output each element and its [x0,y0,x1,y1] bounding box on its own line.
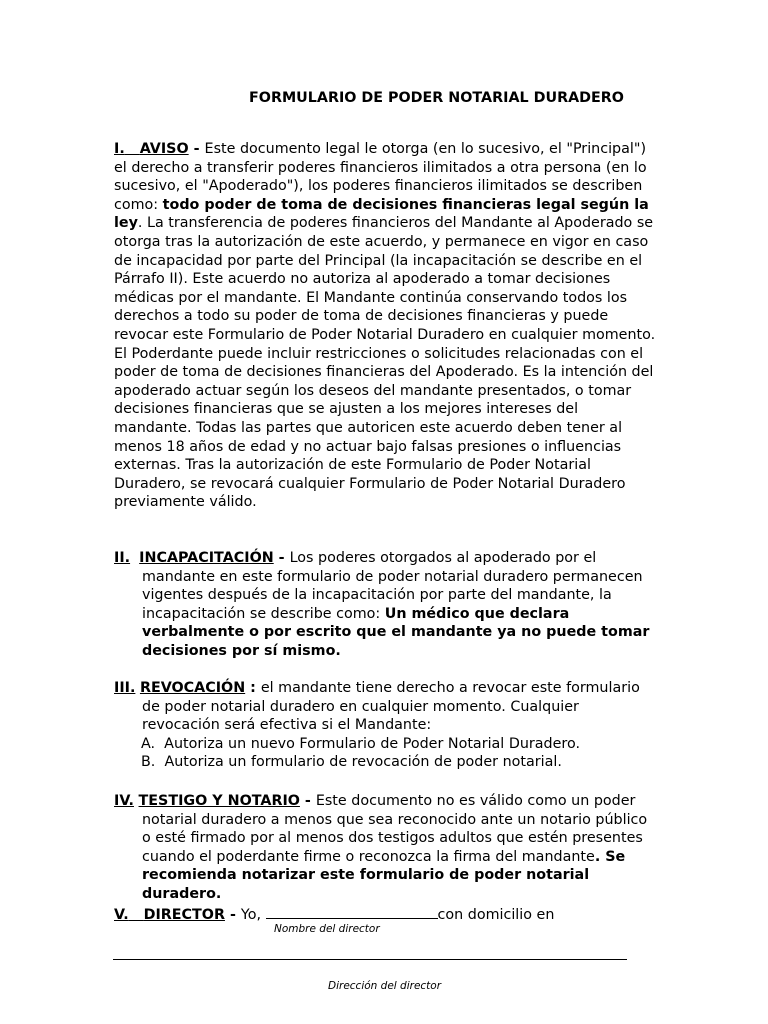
section-director-paragraph [114,904,659,925]
list-item [114,753,659,772]
section-testigo-paragraph [114,792,659,904]
section-incapacitacion [114,549,659,661]
section-director [114,904,659,925]
section-heading: TESTIGO Y NOTARIO [138,793,300,809]
list-item-text: Autoriza un formulario de revocación de poder notarial. [164,754,562,771]
section-bold-text: Un médico que declara verbalmente o por escrito que el mandante ya no puede tomar decisiones por sí mismo. [142,605,650,659]
revocation-list [114,735,659,772]
list-item-text: Autoriza un nuevo Formulario de Poder Notarial Duradero. [164,735,581,752]
section-revocacion [114,679,659,772]
section-number: III. [114,680,136,696]
director-address-caption: Dirección del director [328,980,442,992]
section-testigo-notario [114,792,659,904]
director-name-caption: Nombre del director [274,923,380,935]
section-number: V. DIRECTOR [114,907,225,923]
section-revocacion-paragraph [114,679,659,735]
section-aviso [114,140,659,512]
section-heading: AVISO [139,141,189,157]
section-number: I. [114,141,125,157]
section-text: . La transferencia de poderes financieros del Mandante al Apoderado se otorga tras la autorización de este acuerdo, y permanece en vigor en caso de incapacidad por parte del Principal (la incapacitación se describe en el Párrafo II). Este acuerdo no autoriza al apoderado a tomar decisiones médicas por el mandante. El Mandante continúa conservando todos los derechos a todo su poder de toma de decisiones financieras y puede revocar este Formulario de Poder Notarial Duradero en cualquier momento. El Poderdante puede incluir restricciones o solicitudes relacionadas con el poder de toma de decisiones financieras del Apoderado. Es la intención del apoderado actuar según los deseos del mandante presentados, o tomar decisiones financieras que se ajusten a los mejores intereses del mandante. Todas las partes que autoricen este acuerdo deben tener al menos 18 años de edad y no actuar bajo falsas presiones o influencias externas. Tras la autorización de este Formulario de Poder Notarial Duradero, se revocará cualquier Formulario de Poder Notarial Duradero previamente válido. [114,215,656,511]
section-aviso-paragraph [114,140,659,512]
director-address-field[interactable] [113,959,627,960]
section-number: IV. [114,793,134,809]
document-title: FORMULARIO DE PODER NOTARIAL DURADERO [249,90,624,106]
section-separator: - [273,550,290,566]
section-text: Yo, [240,907,266,923]
section-separator: - [299,793,316,809]
section-bold-text: todo poder de toma de decisiones financieras legal según la ley [114,196,649,232]
section-bold-text: . Se recomienda notarizar este formulario de poder notarial duradero. [142,848,626,902]
section-incapacitacion-paragraph [114,549,659,661]
section-separator: : [245,680,261,696]
section-number: II. [114,550,131,566]
section-separator: - [224,907,241,923]
section-text: el mandante tiene derecho a revocar este formulario de poder notarial duradero en cualquier momento. Cualquier revocación será efectiva si el Mandante: [142,680,640,734]
list-item [114,735,659,754]
section-text: Los poderes otorgados al apoderado por el mandante en este formulario de poder notarial duradero permanecen vigentes después de la incapacitación por parte del mandante, la incapacitación se describe como: [142,550,643,622]
section-heading: REVOCACIÓN [139,680,246,696]
list-marker: A. [141,735,156,752]
section-text: con domicilio en [437,907,555,923]
section-text: Este documento legal le otorga (en lo sucesivo, el "Principal") el derecho a transferir poderes financieros ilimitados a otra persona (en lo sucesivo, el "Apoderado"), los poderes financieros ilimitados se describen como: [114,141,647,213]
list-marker: B. [141,754,156,771]
section-separator: - [188,141,205,157]
section-text: Este documento no es válido como un poder notarial duradero a menos que sea reconocido ante un notario público o esté firmado por al menos dos testigos adultos que estén presentes cuando el poderdante firme o reconozca la firma del mandante [142,793,648,865]
director-name-field[interactable] [266,904,438,919]
section-heading: INCAPACITACIÓN [139,550,274,566]
